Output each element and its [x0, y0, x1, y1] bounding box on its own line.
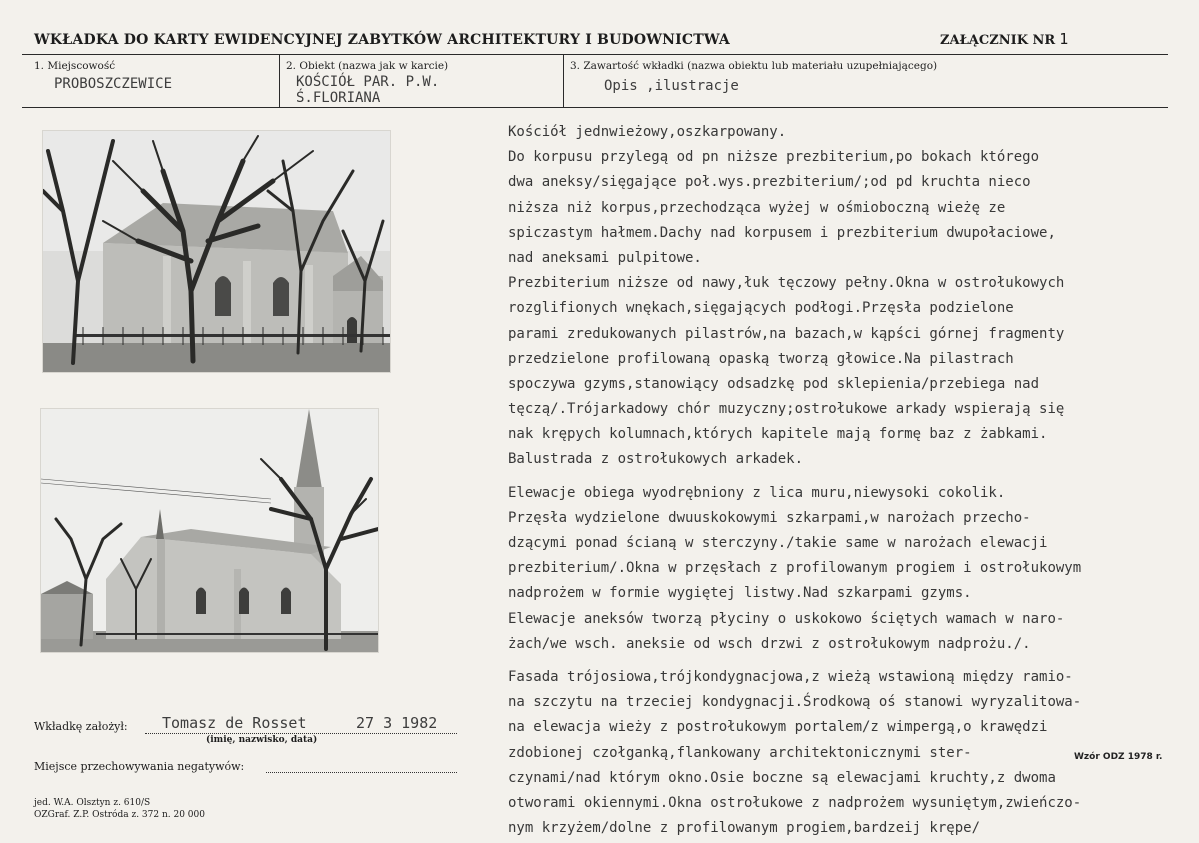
description-line: dwa aneksy/sięgające poł.wys.prezbiterium/;od pd kruchta nieco: [508, 174, 1031, 191]
church-photo-tower: [41, 409, 378, 652]
card-title: WKŁADKA DO KARTY EWIDENCYJNEJ ZABYTKÓW ARCHITEKTURY I BUDOWNICTWA: [34, 32, 730, 48]
description-line: Do korpusu przylegą od pn niższe prezbiterium,po bokach którego: [508, 149, 1040, 166]
created-by-hint: (imię, nazwisko, data): [206, 735, 318, 745]
paragraph-gap: [508, 657, 1178, 665]
created-by-line: [145, 733, 457, 734]
header-rule-bottom: [22, 107, 1168, 108]
description-line: prezbiterium/.Okna w przęsłach z profilowanym progiem i ostrołukowym: [508, 560, 1082, 577]
paragraph-gap: [508, 473, 1178, 481]
print-info-line1: jed. W.A. Olsztyn z. 610/S: [34, 798, 151, 808]
description-text: [508, 120, 1178, 841]
description-line: czynami/nad którym okno.Osie boczne są elewacjami kruchty,z dwoma: [508, 769, 1056, 786]
description-line: Kościół jednwieżowy,oszkarpowany.: [508, 124, 787, 140]
description-line: dzącymi ponad ścianą w sterczyny./takie same w narożach elewacji: [508, 535, 1048, 551]
field-divider-2: [563, 54, 564, 107]
created-date: 27 3 1982: [356, 714, 438, 732]
description-line: parami zredukowanych pilastrów,na bazach,w kąpści górnej fragmenty: [508, 325, 1065, 342]
object-label: 2. Obiekt (nazwa jak w karcie): [286, 60, 449, 72]
description-line: Fasada trójosiowa,trójkondygnacjowa,z wieżą wstawioną między ramio-: [508, 668, 1073, 685]
description-line: rozglifionych wnękach,sięgających podłogi.Przęsła podzielone: [508, 300, 1014, 317]
locality-label: 1. Miejscowość: [34, 60, 116, 72]
field-divider-1: [279, 54, 280, 107]
print-info-line2: OZGraf. Z.P. Ostróda z. 372 n. 20 000: [34, 810, 205, 820]
description-line: otworami okiennymi.Okna ostrołukowe z nadprożem wysuniętym,zwieńczo-: [508, 794, 1082, 811]
description-line: zdobionej czołganką,flankowany architektonicznymi ster-: [508, 744, 972, 761]
header-rule-top: [22, 54, 1168, 55]
annex-number: 1: [1059, 30, 1069, 48]
description-line: Elewacje obiega wyodrębniony z lica muru,niewysoki cokolik.: [508, 484, 1006, 501]
description-line: nak krępych kolumnach,których kapitele mają formę baz z żabkami.: [508, 426, 1048, 443]
description-line: tęczą/.Trójarkadowy chór muzyczny;ostrołukowe arkady wspierają się: [508, 401, 1065, 418]
description-line: Elewacje aneksów tworzą płyciny o uskokowo ściętych wamach w naro-: [508, 610, 1065, 627]
description-line: na elewacja wieży z postrołukowym portalem/z wimpergą,o krawędzi: [508, 719, 1048, 736]
content-value: Opis ,ilustracje: [604, 78, 739, 94]
object-value-line2: Ś.FLORIANA: [296, 90, 381, 106]
created-by-label: Wkładkę założył:: [34, 720, 128, 733]
negatives-line: [266, 772, 457, 773]
description-line: Przęsła wydzielone dwuuskokowymi szkarpami,w narożach przecho-: [508, 509, 1031, 526]
church-photo-side: [43, 131, 390, 372]
church-tower-photo-icon: [41, 409, 378, 652]
description-line: przedzielone profilowaną opaską tworzą głowice.Na pilastrach: [508, 350, 1014, 367]
form-template-stamp: Wzór ODZ 1978 r.: [1074, 752, 1163, 762]
created-by-name: Tomasz de Rosset: [162, 714, 307, 732]
annex-label: ZAŁĄCZNIK NR: [940, 33, 1056, 48]
description-line: nad aneksami pulpitowe.: [508, 249, 702, 266]
description-line: niższa niż korpus,przechodząca wyżej w ośmioboczną wieżę ze: [508, 199, 1006, 216]
object-value-line1: KOŚCIÓŁ PAR. P.W.: [296, 74, 440, 90]
description-line: Balustrada z ostrołukowych arkadek.: [508, 451, 804, 468]
description-line: nadprożem w formie wygiętej listwy.Nad szkarpami gzyms.: [508, 585, 972, 602]
church-photo-icon: [43, 131, 390, 372]
description-line: nym krzyżem/dolne z profilowanym progiem,bardzeij krępe/: [508, 820, 981, 837]
description-line: żach/we wsch. aneksie od wsch drzwi z ostrołukowym nadprożu./.: [508, 635, 1031, 652]
negatives-label: Miejsce przechowywania negatywów:: [34, 760, 245, 773]
description-line: na szczytu na trzeciej kondygnacji.Środkową oś stanowi wyryzalitowa-: [508, 694, 1082, 711]
description-line: spoczywa gzyms,stanowiący odsadzkę pod sklepienia/przebiega nad: [508, 375, 1040, 392]
content-label: 3. Zawartość wkładki (nazwa obiektu lub materiału uzupełniającego): [570, 60, 938, 72]
description-line: Prezbiterium niższe od nawy,łuk tęczowy pełny.Okna w ostrołukowych: [508, 275, 1065, 292]
locality-value: PROBOSZCZEWICE: [54, 76, 173, 92]
annex-heading: [940, 30, 1068, 48]
description-line: spiczastym hałmem.Dachy nad korpusem i prezbiterium dwupołaciowe,: [508, 224, 1056, 241]
